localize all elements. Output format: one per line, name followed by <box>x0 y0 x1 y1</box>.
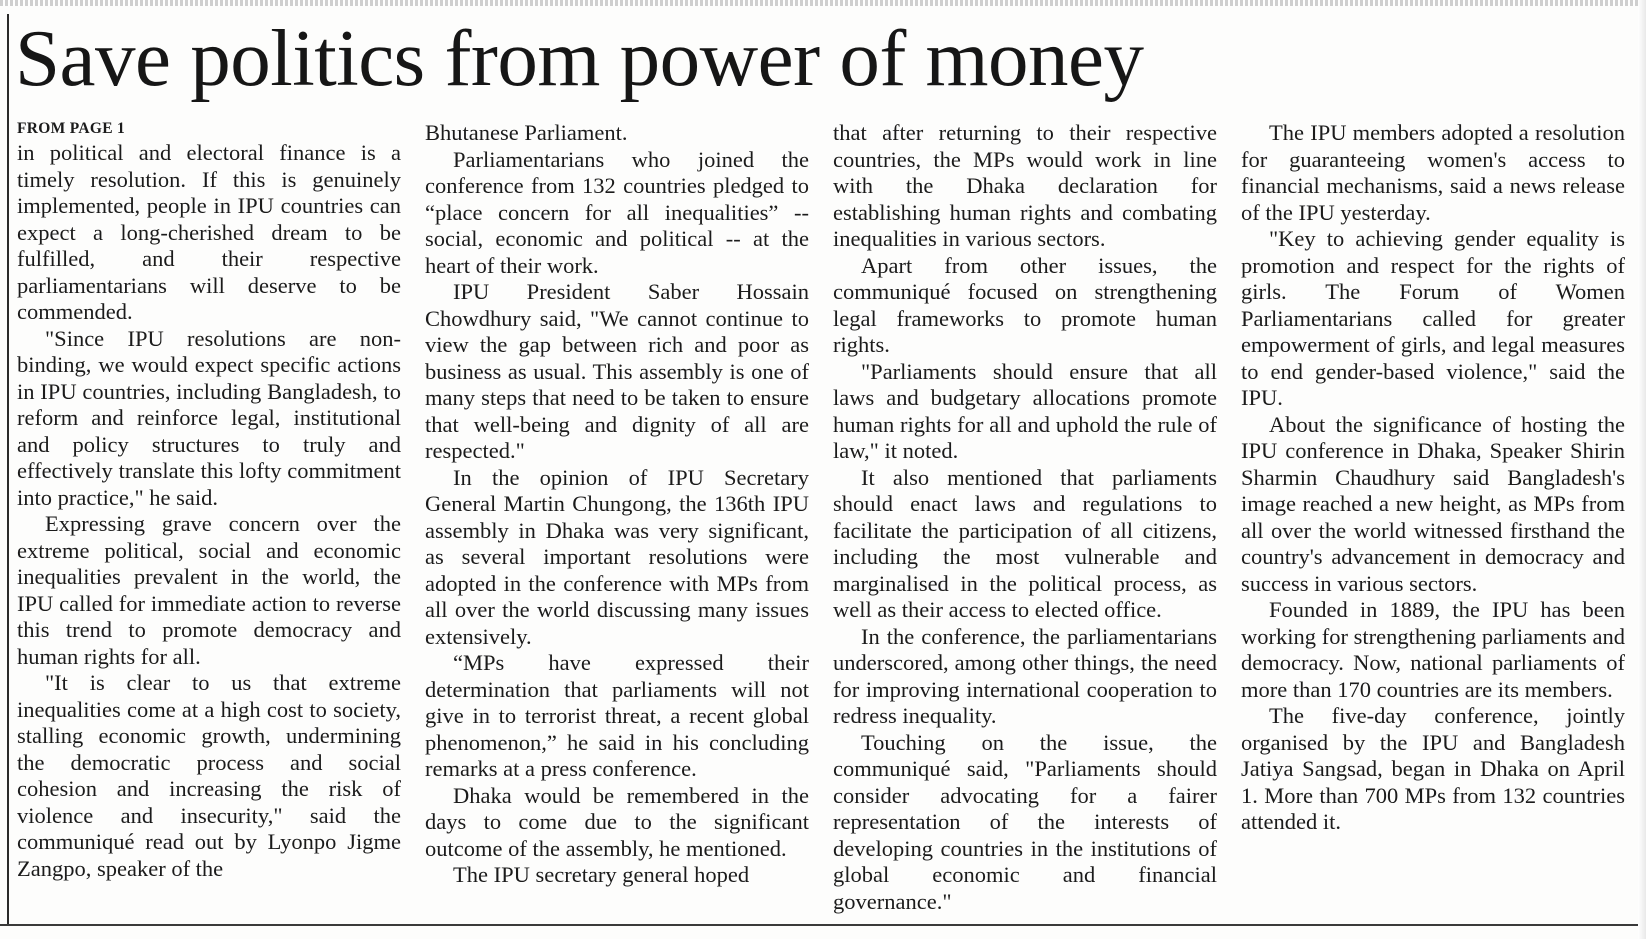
article-column-2 <box>425 120 809 889</box>
paragraph: Parliamentarians who joined the conference from 132 countries pledged to “place concern for all inequalities” -- social, economic and political -- at the heart of their work. <box>425 146 809 278</box>
headline: Save politics from power of money <box>15 13 1144 103</box>
bottom-border <box>0 924 1646 926</box>
paragraph: "Key to achieving gender equality is promotion and respect for the rights of girls. The Forum of Women Parliamentarians called for greater empowerment of girls, and legal measures to end gender-based violence," said the IPU. <box>1241 226 1625 410</box>
paragraph: "Since IPU resolutions are non-binding, we would expect specific actions in IPU countries, including Bangladesh, to reform and reinforce legal, institutional and policy structures to truly and effectively translate this lofty commitment into practice," he said. <box>17 325 401 510</box>
paragraph: Dhaka would be remembered in the days to come due to the significant outcome of the assembly, he mentioned. <box>425 782 809 861</box>
paragraph: Expressing grave concern over the extreme political, social and economic inequalities prevalent in the world, the IPU called for immediate action to reverse this trend to promote democracy and human rights for all. <box>17 511 401 669</box>
paragraph: “MPs have expressed their determination that parliaments will not give in to terrorist threat, a recent global phenomenon,” he said in his concluding remarks at a press conference. <box>425 650 809 781</box>
article-column-4 <box>1241 120 1625 836</box>
paragraph: in political and electoral finance is a timely resolution. If this is genuinely implemented, people in IPU countries can expect a long-cherished dream to be fulfilled, and their respective parliamentarians will deserve to be commended. <box>17 140 401 324</box>
article-column-1 <box>17 120 401 882</box>
paragraph: Apart from other issues, the communiqué focused on strengthening legal frameworks to promote human rights. <box>833 252 1217 357</box>
scan-edge <box>1638 0 1646 939</box>
paragraph: Bhutanese Parliament. <box>425 120 628 145</box>
paragraph: In the opinion of IPU Secretary General Martin Chungong, the 136th IPU assembly in Dhaka was very significant, as several important resolutions were adopted in the conference with MPs from all over the world discussing many issues extensively. <box>425 464 809 649</box>
article-column-3 <box>833 120 1217 915</box>
paragraph: that after returning to their respective countries, the MPs would work in line with the Dhaka declaration for establishing human rights and combating inequalities in various sectors. <box>833 120 1217 251</box>
paragraph: The IPU secretary general hoped <box>453 862 750 887</box>
paragraph: The IPU members adopted a resolution for guaranteeing women's access to financial mechanisms, said a news release of the IPU yesterday. <box>1241 120 1625 225</box>
paragraph: It also mentioned that parliaments should enact laws and regulations to facilitate the participation of all citizens, including the most vulnerable and marginalised in the political process, as well as their access to elected office. <box>833 464 1217 622</box>
paragraph: In the conference, the parliamentarians underscored, among other things, the need for improving international cooperation to redress inequality. <box>833 623 1217 728</box>
paragraph: The five-day conference, jointly organised by the IPU and Bangladesh Jatiya Sangsad, began in Dhaka on April 1. More than 700 MPs from 132 countries attended it. <box>1241 703 1625 834</box>
top-border <box>0 0 1646 6</box>
paragraph: About the significance of hosting the IPU conference in Dhaka, Speaker Shirin Sharmin Chaudhury said Bangladesh's image reached a new height, as MPs from all over the world witnessed firsthand the country's advancement in democracy and success in various sectors. <box>1241 411 1625 596</box>
paragraph: Touching on the issue, the communiqué said, "Parliaments should consider advocating for a fairer representation of the interests of developing countries in the institutions of global economic and financial governance." <box>833 729 1217 914</box>
paragraph: "Parliaments should ensure that all laws and budgetary allocations promote human rights for all and uphold the rule of law," it noted. <box>833 358 1217 463</box>
paragraph: "It is clear to us that extreme inequalities come at a high cost to society, stalling economic growth, undermining the democratic process and social cohesion and increasing the risk of violence and insecurity," said the communiqué read out by Lyonpo Jigme Zangpo, speaker of the <box>17 670 401 881</box>
left-column-rule <box>7 14 9 924</box>
paragraph: Founded in 1889, the IPU has been working for strengthening parliaments and democracy. Now, national parliaments of more than 170 countries are its members. <box>1241 597 1625 702</box>
jump-label: FROM PAGE 1 <box>17 120 126 137</box>
paragraph: IPU President Saber Hossain Chowdhury said, "We cannot continue to view the gap between rich and poor as business as usual. This assembly is one of many steps that need to be taken to ensure that well-being and dignity of all are respected." <box>425 279 809 463</box>
